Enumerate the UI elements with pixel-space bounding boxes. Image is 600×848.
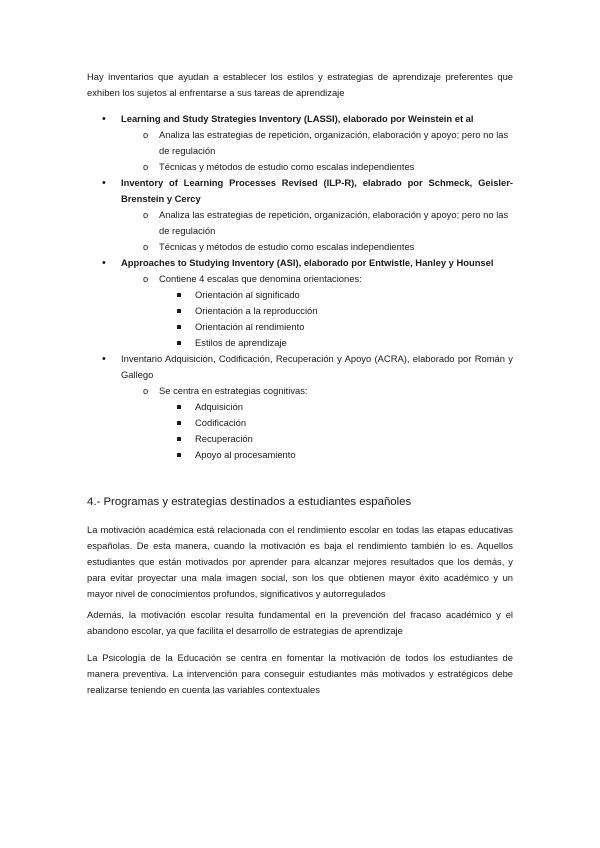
subitem-text: Se centra en estrategias cognitivas: (159, 385, 308, 396)
scale-text: Estilos de aprendizaje (195, 337, 287, 348)
strategy-item (87, 415, 513, 431)
square-bullet-icon (177, 421, 181, 425)
inventory-subitem (87, 159, 513, 175)
inventory-list (87, 111, 513, 463)
strategy-text: Recuperación (195, 433, 253, 444)
inventory-subitem (87, 127, 513, 159)
square-bullet-icon (177, 453, 181, 457)
strategy-text: Apoyo al procesamiento (195, 449, 296, 460)
strategy-text: Codificación (195, 417, 247, 428)
intro-paragraph: Hay inventarios que ayudan a establecer los estilos y estrategias de aprendizaje preferentes que exhiben los sujetos al enfrentarse a sus tareas de aprendizaje (87, 71, 513, 98)
circle-bullet-icon: o (143, 273, 149, 284)
square-bullet-icon (177, 341, 181, 345)
section-heading: 4.- Programas y estrategias destinados a estudiantes españoles (87, 496, 412, 508)
square-bullet-icon (177, 405, 181, 409)
subitem-text: Analiza las estrategias de repetición, organización, elaboración y apoyo; pero no las de regulación (159, 209, 509, 236)
inventory-title: Inventory of Learning Processes Revised (ILP-R), elabrado por Schmeck, Geisler-Brenstein y Cercy (121, 177, 513, 204)
inventory-item (87, 351, 513, 383)
inventory-item (87, 255, 513, 271)
square-bullet-icon (177, 293, 181, 297)
circle-bullet-icon: o (143, 129, 149, 140)
square-bullet-icon (177, 309, 181, 313)
bullet-icon: • (102, 257, 106, 269)
scale-item (87, 335, 513, 351)
inventory-item (87, 175, 513, 207)
square-bullet-icon (177, 437, 181, 441)
scale-item (87, 287, 513, 303)
inventory-subitem (87, 207, 513, 239)
subitem-text: Contiene 4 escalas que denomina orientaciones: (159, 273, 362, 284)
inventory-title: Learning and Study Strategies Inventory (LASSI), elaborado por Weinstein et al (121, 113, 474, 124)
bullet-icon: • (102, 353, 106, 365)
circle-bullet-icon: o (143, 161, 149, 172)
inventory-item (87, 111, 513, 127)
inventory-subitem (87, 239, 513, 255)
strategy-text: Adquisición (195, 401, 243, 412)
inventory-subitem (87, 383, 513, 399)
circle-bullet-icon: o (143, 241, 149, 252)
subitem-text: Técnicas y métodos de estudio como escalas independientes (159, 241, 415, 252)
scale-item (87, 319, 513, 335)
bullet-icon: • (102, 113, 106, 125)
subitem-text: Técnicas y métodos de estudio como escalas independientes (159, 161, 415, 172)
strategy-item (87, 447, 513, 463)
bullet-icon: • (102, 177, 106, 189)
inventory-title: Approaches to Studying Inventory (ASI), elaborado por Entwistle, Hanley y Hounsel (121, 257, 494, 268)
scale-text: Orientación al significado (195, 289, 300, 300)
circle-bullet-icon: o (143, 209, 149, 220)
body-paragraph: La Psicología de la Educación se centra en fomentar la motivación de todos los estudiantes de manera preventiva. La intervención para conseguir estudiantes más motivados y estratégicos debe realizarse teniendo en cuenta las variables contextuales (87, 652, 513, 695)
strategy-item (87, 431, 513, 447)
body-paragraph: Además, la motivación escolar resulta fundamental en la prevención del fracaso académico y el abandono escolar, ya que facilita el desarrollo de estrategias de aprendizaje (87, 609, 513, 636)
circle-bullet-icon: o (143, 385, 149, 396)
inventory-title: Inventario Adquisición, Codificación, Recuperación y Apoyo (ACRA), elaborado por Román y Gallego (121, 353, 513, 380)
inventory-subitem (87, 271, 513, 287)
subitem-text: Analiza las estrategias de repetición, organización, elaboración y apoyo; pero no las de regulación (159, 129, 509, 156)
scale-text: Orientación al rendimiento (195, 321, 305, 332)
strategy-item (87, 399, 513, 415)
scale-text: Orientación a la reproducción (195, 305, 318, 316)
body-paragraph: La motivación académica está relacionada con el rendimiento escolar en todas las etapas educativas españolas. De esta manera, cuando la motivación es baja el rendimiento también lo es. Aquellos estudiantes que están motivados por aprender para alcanzar mejores resultados que los demás, y para evitar proyectar una mala imagen social, son los que obtienen mayor éxito académico y un mayor nivel de conocimientos profundos, significativos y autorregulados (87, 524, 513, 599)
square-bullet-icon (177, 325, 181, 329)
scale-item (87, 303, 513, 319)
